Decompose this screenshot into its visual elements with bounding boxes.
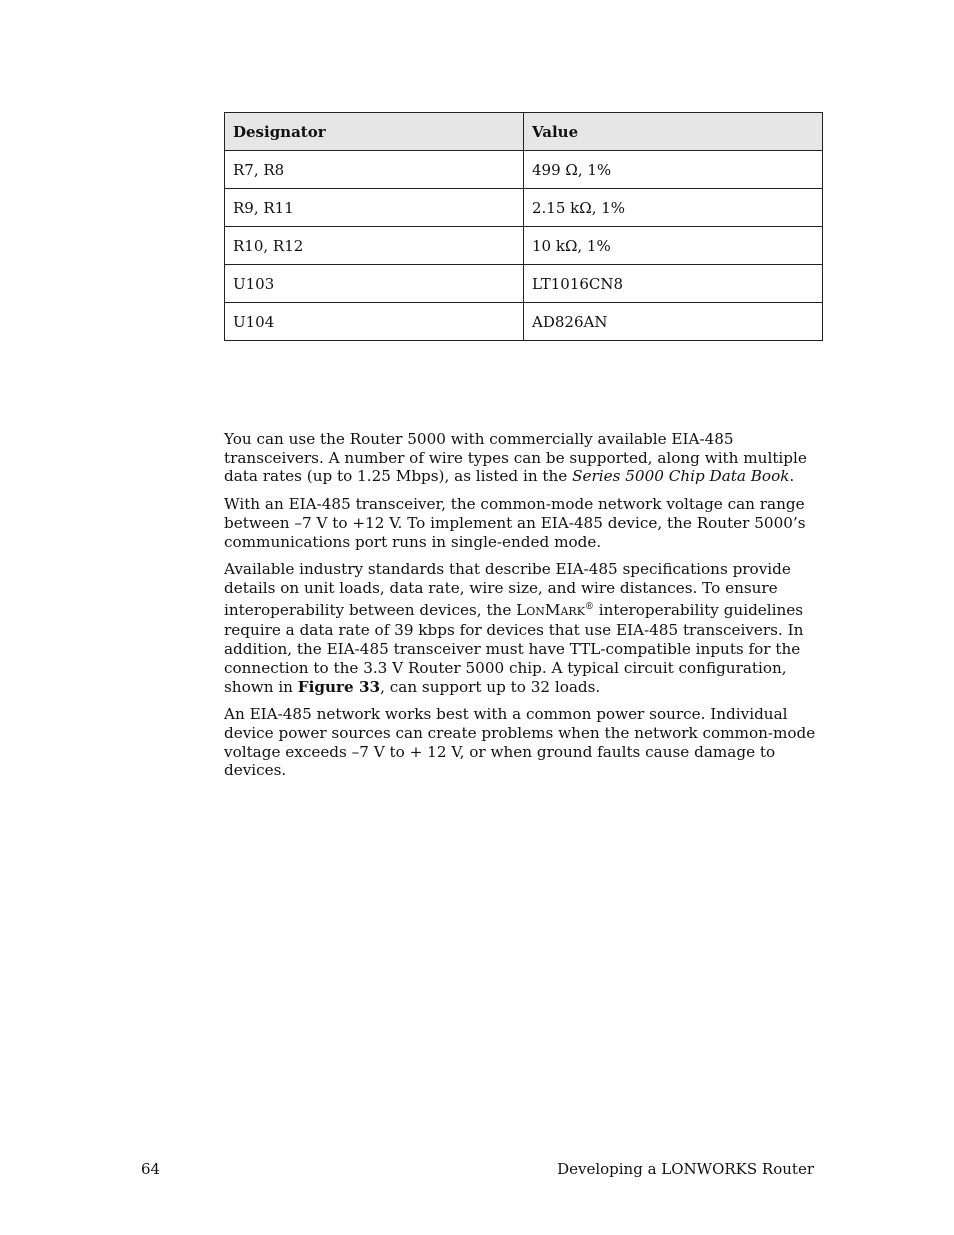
table-row — [225, 189, 823, 227]
paragraph-3-text: Available industry standards that describe EIA-485 specifications provide details on unit loads, data rate, wire size, and wire distances. To ensure interoperability between devices, the L — [224, 560, 791, 619]
header-value: Value — [524, 113, 823, 151]
book-title: Series 5000 Chip Data Book — [572, 467, 790, 486]
value-cell: 499 Ω, 1% — [524, 151, 823, 189]
table-row — [225, 151, 823, 189]
lonmark-smallcaps-2: ARK — [560, 604, 585, 618]
header-designator: Designator — [225, 113, 524, 151]
lonmark-m: M — [544, 600, 561, 619]
paragraph-1 — [224, 430, 819, 486]
document-title: Developing a LONWORKS Router — [557, 1160, 814, 1178]
designator-cell: R7, R8 — [225, 151, 524, 189]
paragraph-3-end: , can support up to 32 loads. — [380, 677, 601, 696]
table-row — [225, 303, 823, 341]
registered-mark: ® — [584, 601, 594, 612]
designator-cell: U103 — [225, 265, 524, 303]
figure-reference: Figure 33 — [297, 677, 381, 696]
lonmark-smallcaps-1: ON — [526, 604, 545, 618]
value-cell: AD826AN — [524, 303, 823, 341]
table-row — [225, 265, 823, 303]
page-number: 64 — [141, 1160, 161, 1178]
value-cell: 2.15 kΩ, 1% — [524, 189, 823, 227]
paragraph-3-text-middle: interoperability guidelines require a data rate of 39 kbps for devices that use EIA-485 transceivers. In addition, the EIA-485 transceiver must have TTL-compatible inputs for the connection to the 3.3 V Router 5000 chip. A typical circuit configuration, shown in — [224, 600, 804, 696]
paragraph-1-text: You can use the Router 5000 with commercially available EIA-485 transceivers. A number of wire types can be supported, along with multiple data rates (up to 1.25 Mbps), as listed in the — [224, 430, 807, 486]
paragraph-3 — [224, 560, 819, 696]
value-cell: 10 kΩ, 1% — [524, 227, 823, 265]
paragraph-4: An EIA-485 network works best with a common power source. Individual device power sources can create problems when the network common-mode voltage exceeds –7 V to + 12 V, or when ground faults cause damage to devices. — [224, 705, 816, 780]
body-text — [224, 430, 819, 789]
designator-cell: U104 — [225, 303, 524, 341]
paragraph-2: With an EIA-485 transceiver, the common-mode network voltage can range between –7 V to +12 V. To implement an EIA-485 device, the Router 5000’s communications port runs in single-ended mode. — [224, 495, 806, 551]
designator-cell: R10, R12 — [225, 227, 524, 265]
table-header-row — [225, 113, 823, 151]
table-row — [225, 227, 823, 265]
designator-cell: R9, R11 — [225, 189, 524, 227]
component-values-table — [224, 112, 823, 341]
page-footer — [141, 1160, 814, 1178]
value-cell: LT1016CN8 — [524, 265, 823, 303]
paragraph-1-end: . — [789, 467, 795, 486]
